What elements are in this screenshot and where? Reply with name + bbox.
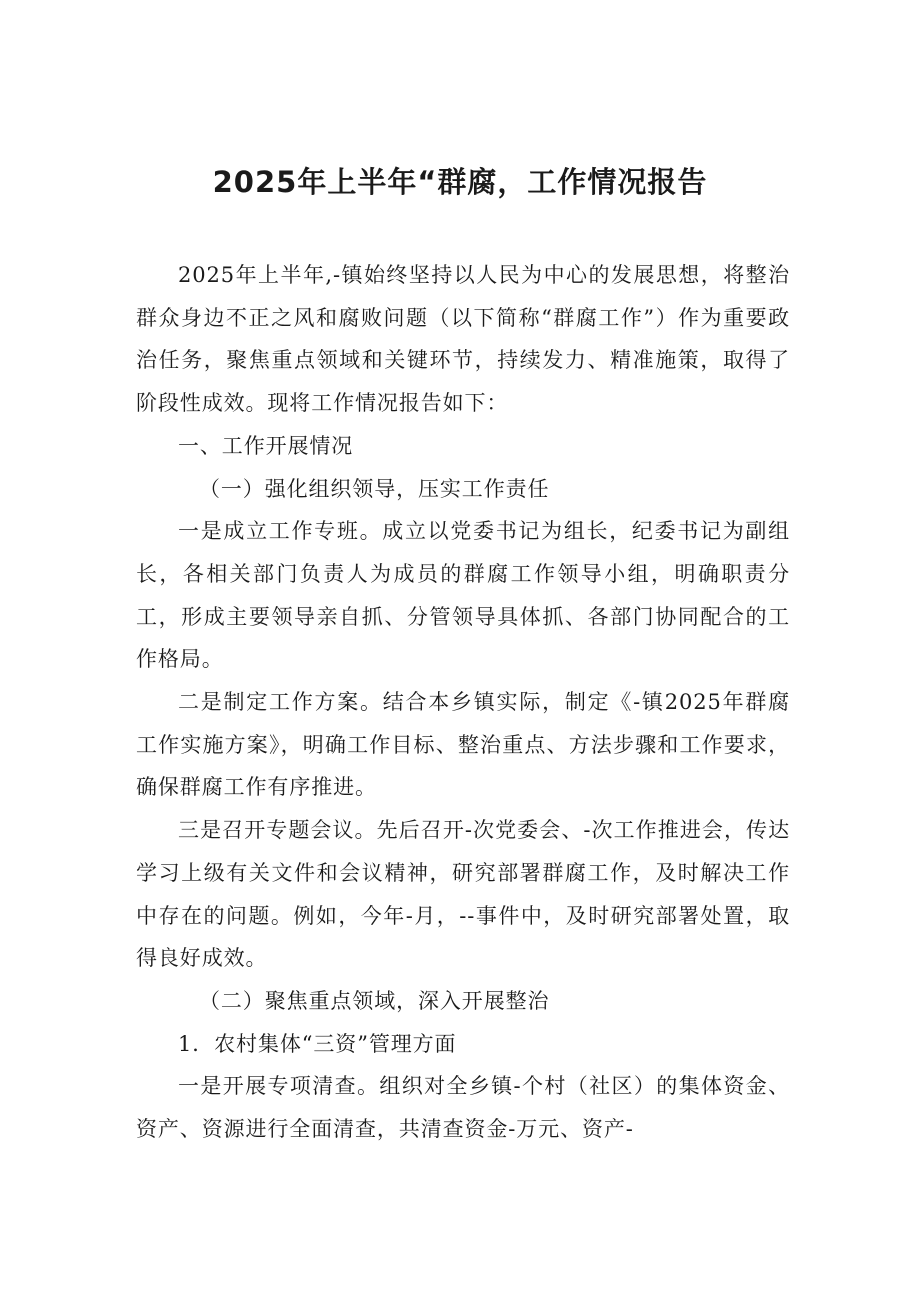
paragraph-special-meetings: 三是召开专题会议。先后召开-次党委会、-次工作推进会，传达学习上级有关文件和会议精神，研究部署群腐工作，及时解决工作中存在的问题。例如，今年-月，--事件中，及时研究部署处置，取得良好成效。 bbox=[136, 818, 790, 971]
paragraph-work-plan: 二是制定工作方案。结合本乡镇实际，制定《-镇2025年群腐工作实施方案》，明确工作目标、整治重点、方法步骤和工作要求，确保群腐工作有序推进。 bbox=[136, 690, 790, 800]
document-body bbox=[136, 254, 790, 1151]
document-title: 2025年上半年“群腐，工作情况报告 bbox=[212, 165, 708, 199]
paragraph-special-inspection: 一是开展专项清查。组织对全乡镇-个村（社区）的集体资金、资产、资源进行全面清查，共清查资金-万元、资产- bbox=[136, 1074, 790, 1142]
item-heading-rural-assets: 1．农村集体“三资”管理方面 bbox=[178, 1031, 457, 1056]
subsection-heading-key-areas: （二）聚焦重点领域，深入开展整治 bbox=[199, 988, 550, 1013]
subsection-heading-leadership: （一）强化组织领导，压实工作责任 bbox=[199, 476, 550, 501]
intro-paragraph: 2025年上半年,-镇始终坚持以人民为中心的发展思想，将整治群众身边不正之风和腐败问题（以下简称“群腐工作”）作为重要政治任务，聚焦重点领域和关键环节，持续发力、精准施策，取得了阶段性成效。现将工作情况报告如下： bbox=[136, 263, 790, 416]
section-heading-work-progress: 一、工作开展情况 bbox=[178, 433, 354, 458]
paragraph-working-group: 一是成立工作专班。成立以党委书记为组长，纪委书记为副组长，各相关部门负责人为成员的群腐工作领导小组，明确职责分工，形成主要领导亲自抓、分管领导具体抓、各部门协同配合的工作格局。 bbox=[136, 519, 790, 672]
